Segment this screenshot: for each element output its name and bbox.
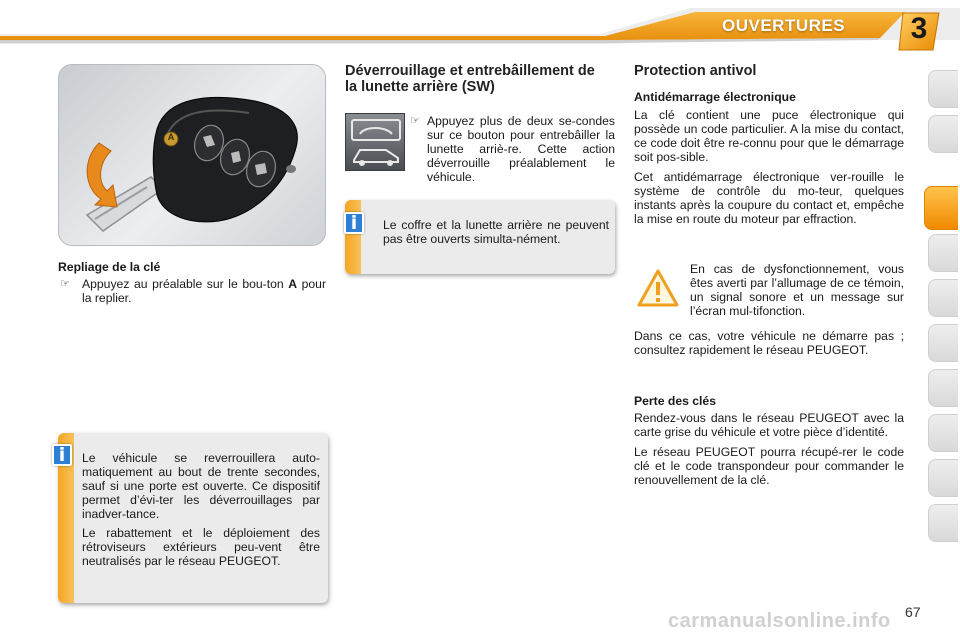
lost-keys-text: Rendez-vous dans le réseau PEUGEOT avec la carte grise du véhicule et votre pièce d’identité. Le réseau PEUGEOT pourra récupé-rer le code clé et le code transpondeur pour commander le renouvellement de la clé.	[634, 411, 904, 487]
pointing-hand-icon: ☞	[410, 114, 420, 127]
chapter-tab-5[interactable]	[928, 279, 958, 317]
pointing-hand-icon: ☞	[60, 277, 70, 290]
info-box-relock-text: Le véhicule se reverrouillera auto-matiquement au bout de trente secondes, sauf si une porte est ouverte. Ce dispositif permet d’évi-ter les déverrouillages par inadver-tance. Le rabattement et le déploiement des rétroviseurs extérieurs peu-vent être neutralisés par le réseau PEUGEOT.	[82, 451, 320, 568]
chapter-tab-8[interactable]	[928, 414, 958, 452]
info-box-boot-text: Le coffre et la lunette arrière ne peuvent pas être ouverts simulta-nément.	[383, 218, 609, 246]
chapter-tab-9[interactable]	[928, 459, 958, 497]
chapter-tab-4[interactable]	[928, 234, 958, 272]
info-icon: i	[344, 212, 364, 234]
page-number: 67	[905, 604, 921, 620]
folding-key-icon	[59, 65, 326, 246]
lost-keys-heading: Perte des clés	[634, 394, 716, 408]
button-a-label: A	[167, 132, 175, 142]
chapter-tab-3-active[interactable]	[924, 186, 958, 230]
chapter-number: 3	[910, 12, 928, 45]
info-icon: i	[52, 444, 72, 466]
rear-window-title: Déverrouillage et entrebâillement de la lunette arrière (SW)	[345, 63, 595, 95]
chapter-tab-6[interactable]	[928, 324, 958, 362]
info-box-boot	[345, 200, 615, 274]
chapter-tab-7[interactable]	[928, 369, 958, 407]
warning-triangle-icon	[636, 268, 680, 308]
fold-key-instruction: ☞ Appuyez au préalable sur le bou-ton A pour la replier.	[60, 277, 326, 305]
warning-text: En cas de dysfonctionnement, vous êtes averti par l’allumage de ce témoin, un signal sonore et un message sur l’écran mul-tifonction.	[690, 262, 904, 318]
info-box-relock	[58, 433, 328, 603]
key-illustration	[58, 64, 326, 246]
page-title: OUVERTURES	[722, 16, 846, 35]
watermark: carmanualsonline.info	[668, 610, 891, 632]
chapter-tab-10[interactable]	[928, 504, 958, 542]
immobiliser-heading: Antidémarrage électronique	[634, 90, 796, 104]
anti-theft-title: Protection antivol	[634, 63, 757, 79]
fold-key-heading: Repliage de la clé	[58, 260, 161, 274]
chapter-tab-2[interactable]	[928, 115, 958, 153]
rear-window-instruction: ☞ Appuyez plus de deux se-condes sur ce bouton pour entrebâiller la lunette arriè-re. Cette action déverrouille préalablement le véhicule.	[410, 114, 615, 184]
rear-window-button-icon	[345, 113, 405, 171]
no-start-text: Dans ce cas, votre véhicule ne démarre pas ; consultez rapidement le réseau PEUGEOT.	[634, 329, 904, 357]
immobiliser-text: La clé contient une puce électronique qui possède un code particulier. A la mise du contact, ce code doit être re-connu pour que le démarrage soit pos-sible. Cet antidémarrage électronique ver-rouille le système de contrôle du mo-teur, quelques instants après la coupure du contact et, empêche la mise en route du moteur par effraction.	[634, 108, 904, 226]
chapter-tab-1[interactable]	[928, 70, 958, 108]
fold-key-section	[58, 260, 326, 305]
chapter-tabs	[928, 70, 960, 570]
